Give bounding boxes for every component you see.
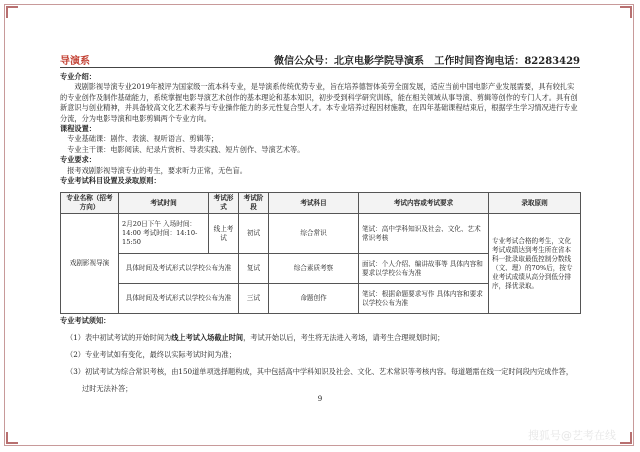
exam-subject-cell: 命题创作: [269, 284, 359, 314]
note-emphasis: 线上考试入场截止时间: [171, 333, 244, 342]
section-heading: 专业介绍：: [60, 72, 96, 81]
exam-time-cell: 具体时间及考试形式以学校公布为准: [119, 284, 239, 314]
requirement-line: 报考戏剧影视导演专业的考生，要求听力正常，无色盲。: [67, 165, 247, 175]
watermark: 搜狐号@艺考在线: [528, 429, 616, 442]
header-divider: [60, 67, 580, 68]
frame-corner-ornament: [620, 432, 632, 444]
exam-content-cell: 面试：个人介绍、编讲故事等 具体内容和要求以学校公布为准: [359, 254, 489, 284]
course-line: 专业基础课：剧作、表演、视听语言、剪辑等；: [67, 134, 219, 144]
section-heading: 专业要求：: [60, 155, 96, 165]
frame-corner-ornament: [6, 6, 18, 18]
exam-stage-cell: 三试: [239, 284, 269, 314]
wechat-account: 微信公众号：北京电影学院导演系: [274, 56, 424, 67]
exam-stage-cell: 初试: [239, 214, 269, 254]
admission-principle-cell: 专业考试合格的考生，文化考试成绩达到考生所在省本科一批录取最低控制分数线（文、理）的70%后，按专业考试成绩从高分到低分排序，择优录取。: [489, 214, 581, 314]
major-cell: 戏剧影视导演: [61, 214, 119, 314]
note-item: （3）初试考试为综合常识考核，由150道单项选择题构成，其中包括高中学科知识及社会、文化、艺术常识等考核内容。每道题需在线一定时间段内完成作答，: [66, 367, 574, 376]
exam-subject-cell: 综合素质考察: [269, 254, 359, 284]
contact-phone: 工作时间咨询电话：82283429: [434, 56, 580, 67]
table-header-cell: 考试内容或考试要求: [359, 193, 489, 214]
table-header-cell: 考试形式: [209, 193, 239, 214]
note-item: （2）专业考试如有变化，最终以实际考试时间为准；: [66, 350, 236, 359]
table-header-row: [61, 193, 581, 214]
exam-form-cell: 线上考试: [209, 214, 239, 254]
table-header-cell: 考试科目: [269, 193, 359, 214]
exam-notes: [60, 316, 580, 394]
page-header: [60, 52, 580, 68]
exam-stage-cell: 复试: [239, 254, 269, 284]
intro-paragraph: 戏剧影视导演专业2019年被评为国家级一流本科专业，是导演系传统优势专业，旨在培养德智体美劳全面发展，适应当前中国电影产业发展需要，具有较扎实的专业创作及制作基础能力，系统掌握电影导演艺术创作的基本理论和基本知识，初步受到科学研究训练，能在相关领域从事导演、剪辑等创作的专门人才。具有创新意识与创业精神，并具备较高文化艺术素养与专业操作能力的多元性复合型人才。本专业培养过程因材施教，在四年基础课程结束后，根据学生学习情况进行专业分流，分为电影导演和电影剪辑两个专业方向。: [60, 82, 578, 123]
exam-content-cell: 笔试：根据命题要求写作 具体内容和要求以学校公布为准: [359, 284, 489, 314]
exam-time-cell: 具体时间及考试形式以学校公布为准: [119, 254, 239, 284]
note-text: （1）表中初试考试的开始时间为: [66, 333, 172, 342]
table-header-cell: 录取原则: [489, 193, 581, 214]
note-item: [66, 333, 580, 343]
section-heading: 专业考试须知：: [60, 316, 111, 325]
exam-table: [60, 192, 581, 314]
table-header-cell: 考试时间: [119, 193, 209, 214]
course-line: 专业主干课：电影阅读、纪录片赏析、导表实践、短片创作、导演艺术等。: [67, 144, 305, 154]
exam-content-cell: 笔试：高中学科知识及社会、文化、艺术常识考核: [359, 214, 489, 254]
table-row: [61, 214, 581, 254]
department-title: 导演系: [60, 56, 90, 67]
note-text: ，考试开始以后，考生将无法进入考场，请考生合理规划时间；: [243, 333, 445, 342]
exam-subject-cell: 综合常识: [269, 214, 359, 254]
page-number: 9: [317, 395, 323, 403]
table-header-cell: 专业名称（招考方向）: [61, 193, 119, 214]
table-header-cell: 考试阶段: [239, 193, 269, 214]
frame-corner-ornament: [6, 432, 18, 444]
section-heading: 专业考试科目设置及录取原则：: [60, 176, 161, 186]
note-item-continued: 过时无法补答；: [82, 384, 133, 393]
section-heading: 课程设置：: [60, 124, 96, 134]
exam-time-cell: 2月20日下午 入场时间：14:00 考试时间：14:10-15:50: [119, 214, 209, 254]
frame-corner-ornament: [620, 6, 632, 18]
intro-section: [60, 72, 580, 186]
